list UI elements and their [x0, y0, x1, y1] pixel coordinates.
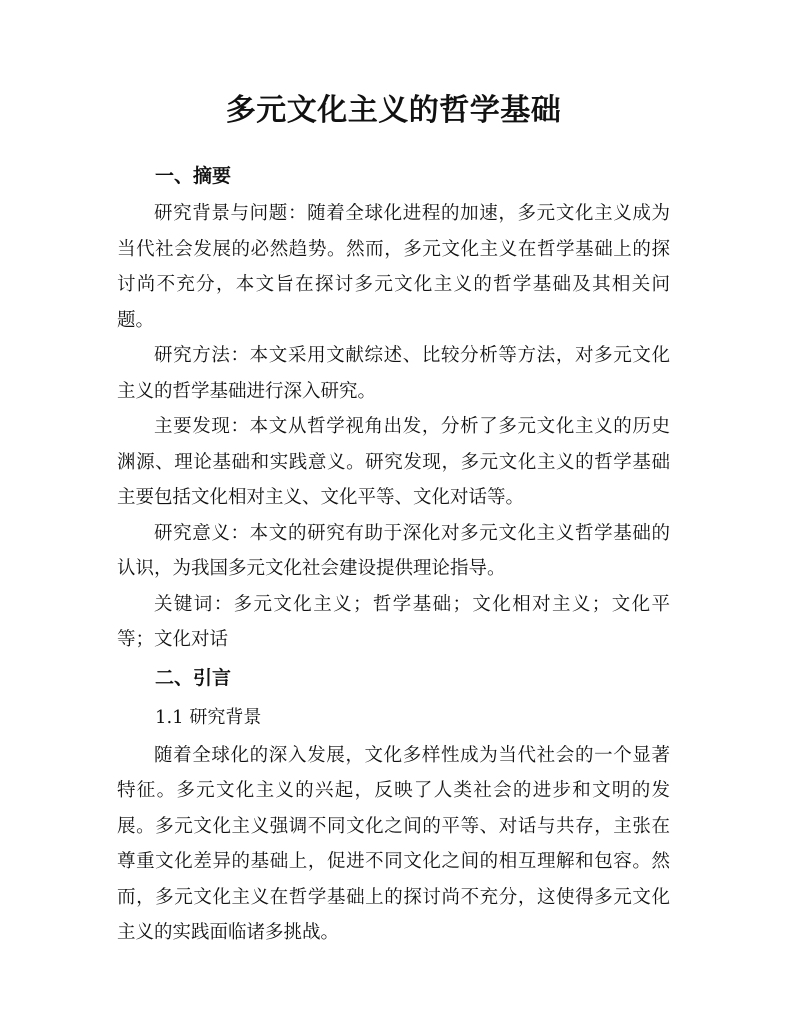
abstract-paragraph-background: 研究背景与问题：随着全球化进程的加速，多元文化主义成为当代社会发展的必然趋势。然而，多元文化主义在哲学基础上的探讨尚不充分，本文旨在探讨多元文化主义的哲学基础及其相关问题。 — [117, 203, 670, 331]
abstract-paragraph-method: 研究方法：本文采用文献综述、比较分析等方法，对多元文化主义的哲学基础进行深入研究。 — [117, 345, 670, 402]
section-heading-intro: 二、引言 — [155, 666, 232, 689]
document-page — [117, 88, 670, 951]
abstract-paragraph-significance: 研究意义：本文的研究有助于深化对多元文化主义哲学基础的认识，为我国多元文化社会建设提供理论指导。 — [117, 522, 670, 579]
document-title: 多元文化主义的哲学基础 — [225, 93, 562, 128]
abstract-paragraph-keywords: 关键词：多元文化主义；哲学基础；文化相对主义；文化平等；文化对话 — [117, 593, 670, 650]
intro-paragraph-background: 随着全球化的深入发展，文化多样性成为当代社会的一个显著特征。多元文化主义的兴起，反映了人类社会的进步和文明的发展。多元文化主义强调不同文化之间的平等、对话与共存，主张在尊重文化差异的基础上，促进不同文化之间的相互理解和包容。然而，多元文化主义在哲学基础上的探讨尚不充分，这使得多元文化主义的实践面临诸多挑战。 — [117, 744, 670, 943]
subsection-heading-background: 1.1 研究背景 — [155, 706, 262, 728]
section-heading-abstract: 一、摘要 — [155, 165, 232, 187]
abstract-paragraph-findings: 主要发现：本文从哲学视角出发，分析了多元文化主义的历史渊源、理论基础和实践意义。研究发现，多元文化主义的哲学基础主要包括文化相对主义、文化平等、文化对话等。 — [117, 416, 670, 508]
intro-section — [117, 658, 670, 951]
abstract-section — [117, 156, 670, 658]
